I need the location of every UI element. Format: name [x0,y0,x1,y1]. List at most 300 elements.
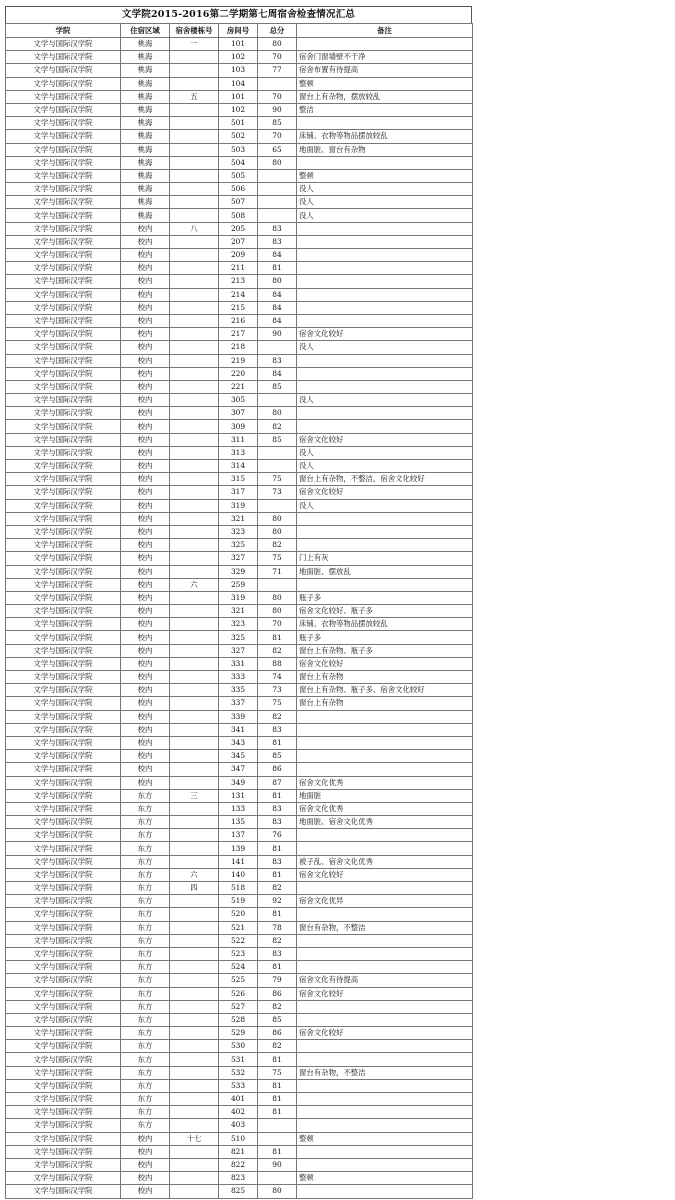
building-cell [170,103,219,116]
table-row [6,1185,473,1198]
college-cell: 文学与国际汉学院 [6,117,121,130]
room-cell: 525 [219,974,258,987]
remark-cell: 没人 [297,446,473,459]
area-cell: 桃海 [121,169,170,182]
score-cell: 81 [258,631,297,644]
area-cell: 校内 [121,433,170,446]
college-cell: 文学与国际汉学院 [6,446,121,459]
table-row [6,90,473,103]
area-cell: 校内 [121,565,170,578]
score-cell: 70 [258,90,297,103]
remark-cell [297,763,473,776]
area-cell: 东方 [121,1106,170,1119]
room-cell: 529 [219,1027,258,1040]
area-cell: 桃海 [121,130,170,143]
table-row [6,539,473,552]
remark-cell: 窗台有杂物，不整洁 [297,1066,473,1079]
college-cell: 文学与国际汉学院 [6,1132,121,1145]
building-cell: 三 [170,789,219,802]
score-cell: 90 [258,103,297,116]
college-cell: 文学与国际汉学院 [6,591,121,604]
area-cell: 校内 [121,697,170,710]
score-cell: 81 [258,1106,297,1119]
remark-cell [297,710,473,723]
remark-cell [297,1119,473,1132]
area-cell: 东方 [121,947,170,960]
area-cell: 东方 [121,1000,170,1013]
area-cell: 桃海 [121,77,170,90]
college-cell: 文学与国际汉学院 [6,301,121,314]
table-row [6,420,473,433]
score-cell: 82 [258,1040,297,1053]
remark-cell: 整顿 [297,77,473,90]
remark-cell [297,1000,473,1013]
remark-cell: 宿舍文化较好 [297,1027,473,1040]
college-cell: 文学与国际汉学院 [6,882,121,895]
building-cell [170,618,219,631]
building-cell [170,51,219,64]
college-cell: 文学与国际汉学院 [6,934,121,947]
college-cell: 文学与国际汉学院 [6,710,121,723]
college-cell: 文学与国际汉学院 [6,842,121,855]
table-row [6,1053,473,1066]
room-cell: 504 [219,156,258,169]
college-cell: 文学与国际汉学院 [6,736,121,749]
room-cell: 215 [219,301,258,314]
table-row [6,143,473,156]
building-cell [170,816,219,829]
room-cell: 506 [219,183,258,196]
table-row [6,908,473,921]
building-cell [170,1158,219,1171]
table-row [6,644,473,657]
table-row [6,156,473,169]
score-cell: 81 [258,789,297,802]
area-cell: 东方 [121,895,170,908]
score-cell: 84 [258,367,297,380]
remark-cell: 瓶子多 [297,591,473,604]
score-cell: 86 [258,1027,297,1040]
room-cell: 259 [219,578,258,591]
remark-cell [297,117,473,130]
score-cell: 82 [258,1000,297,1013]
college-cell: 文学与国际汉学院 [6,77,121,90]
room-cell: 521 [219,921,258,934]
score-cell: 81 [258,1145,297,1158]
remark-cell: 窗台有杂物，不整洁 [297,921,473,934]
area-cell: 校内 [121,618,170,631]
room-cell: 510 [219,1132,258,1145]
remark-cell: 没人 [297,209,473,222]
area-cell: 校内 [121,499,170,512]
score-cell: 83 [258,816,297,829]
score-cell: 83 [258,855,297,868]
building-cell [170,552,219,565]
college-cell: 文学与国际汉学院 [6,275,121,288]
building-cell: 六 [170,868,219,881]
table-row [6,1158,473,1171]
score-cell: 83 [258,354,297,367]
header-row [6,24,473,38]
table-row [6,657,473,670]
room-cell: 337 [219,697,258,710]
building-cell [170,394,219,407]
building-cell: 五 [170,90,219,103]
college-cell: 文学与国际汉学院 [6,103,121,116]
room-cell: 349 [219,776,258,789]
table-row [6,1013,473,1026]
remark-cell [297,750,473,763]
score-cell: 84 [258,288,297,301]
college-cell: 文学与国际汉学院 [6,262,121,275]
room-cell: 305 [219,394,258,407]
college-cell: 文学与国际汉学院 [6,1053,121,1066]
room-cell: 323 [219,618,258,631]
header-college: 学院 [6,24,121,38]
area-cell: 校内 [121,1172,170,1185]
room-cell: 213 [219,275,258,288]
building-cell [170,934,219,947]
room-cell: 325 [219,631,258,644]
building-cell [170,1119,219,1132]
room-cell: 323 [219,525,258,538]
area-cell: 校内 [121,736,170,749]
score-cell: 85 [258,1013,297,1026]
score-cell: 82 [258,644,297,657]
college-cell: 文学与国际汉学院 [6,1027,121,1040]
score-cell: 87 [258,776,297,789]
college-cell: 文学与国际汉学院 [6,565,121,578]
remark-cell [297,882,473,895]
building-cell [170,525,219,538]
table-row [6,605,473,618]
college-cell: 文学与国际汉学院 [6,961,121,974]
building-cell [170,156,219,169]
room-cell: 327 [219,552,258,565]
room-cell: 133 [219,802,258,815]
college-cell: 文学与国际汉学院 [6,921,121,934]
college-cell: 文学与国际汉学院 [6,38,121,51]
remark-cell [297,420,473,433]
area-cell: 校内 [121,328,170,341]
table-row [6,1132,473,1145]
score-cell: 81 [258,1079,297,1092]
college-cell: 文学与国际汉学院 [6,539,121,552]
score-cell: 65 [258,143,297,156]
room-cell: 343 [219,736,258,749]
area-cell: 桃海 [121,117,170,130]
room-cell: 327 [219,644,258,657]
inspection-table [5,23,473,1199]
remark-cell [297,539,473,552]
building-cell [170,130,219,143]
college-cell: 文学与国际汉学院 [6,328,121,341]
room-cell: 103 [219,64,258,77]
area-cell: 校内 [121,301,170,314]
room-cell: 530 [219,1040,258,1053]
college-cell: 文学与国际汉学院 [6,235,121,248]
score-cell: 80 [258,605,297,618]
room-cell: 309 [219,420,258,433]
building-cell [170,1185,219,1198]
college-cell: 文学与国际汉学院 [6,1000,121,1013]
building-cell [170,908,219,921]
college-cell: 文学与国际汉学院 [6,64,121,77]
college-cell: 文学与国际汉学院 [6,578,121,591]
college-cell: 文学与国际汉学院 [6,974,121,987]
college-cell: 文学与国际汉学院 [6,697,121,710]
building-cell: 六 [170,578,219,591]
building-cell [170,1106,219,1119]
college-cell: 文学与国际汉学院 [6,776,121,789]
room-cell: 822 [219,1158,258,1171]
score-cell: 85 [258,750,297,763]
room-cell: 341 [219,723,258,736]
building-cell [170,1000,219,1013]
score-cell: 83 [258,947,297,960]
header-area: 住宿区域 [121,24,170,38]
table-row [6,882,473,895]
score-cell: 70 [258,51,297,64]
area-cell: 校内 [121,394,170,407]
college-cell: 文学与国际汉学院 [6,987,121,1000]
building-cell [170,169,219,182]
college-cell: 文学与国际汉学院 [6,644,121,657]
score-cell: 81 [258,868,297,881]
table-row [6,855,473,868]
remark-cell [297,262,473,275]
remark-cell: 宿舍文化有待提高 [297,974,473,987]
building-cell [170,987,219,1000]
area-cell: 校内 [121,776,170,789]
remark-cell: 宿舍文化较好 [297,328,473,341]
table-row [6,196,473,209]
building-cell [170,262,219,275]
building-cell [170,1172,219,1185]
building-cell [170,684,219,697]
table-row [6,710,473,723]
room-cell: 528 [219,1013,258,1026]
remark-cell [297,1013,473,1026]
area-cell: 校内 [121,420,170,433]
score-cell [258,1132,297,1145]
area-cell: 桃海 [121,90,170,103]
room-cell: 321 [219,605,258,618]
remark-cell: 整顿 [297,169,473,182]
table-row [6,394,473,407]
table-row [6,301,473,314]
area-cell: 校内 [121,1158,170,1171]
college-cell: 文学与国际汉学院 [6,816,121,829]
table-body [6,38,473,1199]
room-cell: 216 [219,314,258,327]
table-row [6,750,473,763]
score-cell: 71 [258,565,297,578]
building-cell [170,710,219,723]
room-cell: 313 [219,446,258,459]
remark-cell [297,275,473,288]
room-cell: 101 [219,38,258,51]
table-row [6,618,473,631]
remark-cell: 宿舍布置有待提高 [297,64,473,77]
room-cell: 401 [219,1093,258,1106]
score-cell: 77 [258,64,297,77]
score-cell [258,460,297,473]
college-cell: 文学与国际汉学院 [6,499,121,512]
remark-cell [297,934,473,947]
building-cell [170,855,219,868]
remark-cell [297,842,473,855]
room-cell: 319 [219,591,258,604]
table-row [6,591,473,604]
remark-cell: 宿舍文化较好 [297,868,473,881]
table-row [6,947,473,960]
score-cell: 84 [258,301,297,314]
room-cell: 329 [219,565,258,578]
table-row [6,117,473,130]
building-cell [170,354,219,367]
table-row [6,1093,473,1106]
college-cell: 文学与国际汉学院 [6,473,121,486]
building-cell [170,446,219,459]
college-cell: 文学与国际汉学院 [6,1066,121,1079]
table-row [6,64,473,77]
remark-cell: 没人 [297,499,473,512]
area-cell: 校内 [121,671,170,684]
building-cell [170,1027,219,1040]
score-cell: 82 [258,934,297,947]
college-cell: 文学与国际汉学院 [6,354,121,367]
building-cell: 十七 [170,1132,219,1145]
remark-cell: 地面脏、窗台有杂物 [297,143,473,156]
college-cell: 文学与国际汉学院 [6,605,121,618]
score-cell: 83 [258,235,297,248]
room-cell: 532 [219,1066,258,1079]
room-cell: 307 [219,407,258,420]
building-cell [170,77,219,90]
college-cell: 文学与国际汉学院 [6,433,121,446]
building-cell [170,275,219,288]
table-row [6,671,473,684]
table-row [6,183,473,196]
table-row [6,816,473,829]
remark-cell: 窗台上有杂物、瓶子多、宿舍文化较好 [297,684,473,697]
room-cell: 209 [219,249,258,262]
remark-cell: 宿舍文化较好、瓶子多 [297,605,473,618]
room-cell: 508 [219,209,258,222]
area-cell: 校内 [121,591,170,604]
area-cell: 校内 [121,631,170,644]
room-cell: 314 [219,460,258,473]
building-cell [170,895,219,908]
room-cell: 315 [219,473,258,486]
area-cell: 桃海 [121,143,170,156]
score-cell [258,77,297,90]
table-row [6,1145,473,1158]
room-cell: 137 [219,829,258,842]
remark-cell [297,961,473,974]
score-cell [258,578,297,591]
room-cell: 131 [219,789,258,802]
area-cell: 东方 [121,1027,170,1040]
college-cell: 文学与国际汉学院 [6,1145,121,1158]
building-cell [170,697,219,710]
building-cell [170,512,219,525]
remark-cell [297,249,473,262]
remark-cell [297,1185,473,1198]
building-cell [170,433,219,446]
table-row [6,512,473,525]
room-cell: 527 [219,1000,258,1013]
college-cell: 文学与国际汉学院 [6,420,121,433]
college-cell: 文学与国际汉学院 [6,486,121,499]
building-cell [170,314,219,327]
inspection-sheet [5,6,472,1199]
building-cell [170,750,219,763]
table-row [6,446,473,459]
college-cell: 文学与国际汉学院 [6,1158,121,1171]
building-cell [170,341,219,354]
score-cell: 83 [258,802,297,815]
score-cell: 79 [258,974,297,987]
building-cell [170,802,219,815]
room-cell: 221 [219,380,258,393]
remark-cell [297,1158,473,1171]
remark-cell [297,736,473,749]
building-cell [170,183,219,196]
table-row [6,895,473,908]
college-cell: 文学与国际汉学院 [6,288,121,301]
area-cell: 校内 [121,314,170,327]
table-row [6,974,473,987]
score-cell: 88 [258,657,297,670]
area-cell: 校内 [121,684,170,697]
score-cell: 85 [258,117,297,130]
college-cell: 文学与国际汉学院 [6,895,121,908]
remark-cell: 瓶子多 [297,631,473,644]
room-cell: 502 [219,130,258,143]
room-cell: 505 [219,169,258,182]
table-row [6,1066,473,1079]
building-cell [170,921,219,934]
room-cell: 102 [219,103,258,116]
score-cell: 86 [258,763,297,776]
room-cell: 503 [219,143,258,156]
room-cell: 331 [219,657,258,670]
building-cell [170,1145,219,1158]
remark-cell [297,1053,473,1066]
room-cell: 140 [219,868,258,881]
college-cell: 文学与国际汉学院 [6,1013,121,1026]
area-cell: 东方 [121,934,170,947]
table-row [6,1119,473,1132]
table-row [6,829,473,842]
score-cell: 83 [258,222,297,235]
table-row [6,328,473,341]
area-cell: 校内 [121,380,170,393]
area-cell: 校内 [121,1132,170,1145]
area-cell: 校内 [121,723,170,736]
score-cell: 86 [258,987,297,1000]
table-row [6,934,473,947]
remark-cell: 地面脏、宿舍文化优秀 [297,816,473,829]
table-row [6,552,473,565]
remark-cell: 被子乱、宿舍文化优秀 [297,855,473,868]
table-row [6,1079,473,1092]
area-cell: 校内 [121,750,170,763]
area-cell: 校内 [121,288,170,301]
room-cell: 403 [219,1119,258,1132]
